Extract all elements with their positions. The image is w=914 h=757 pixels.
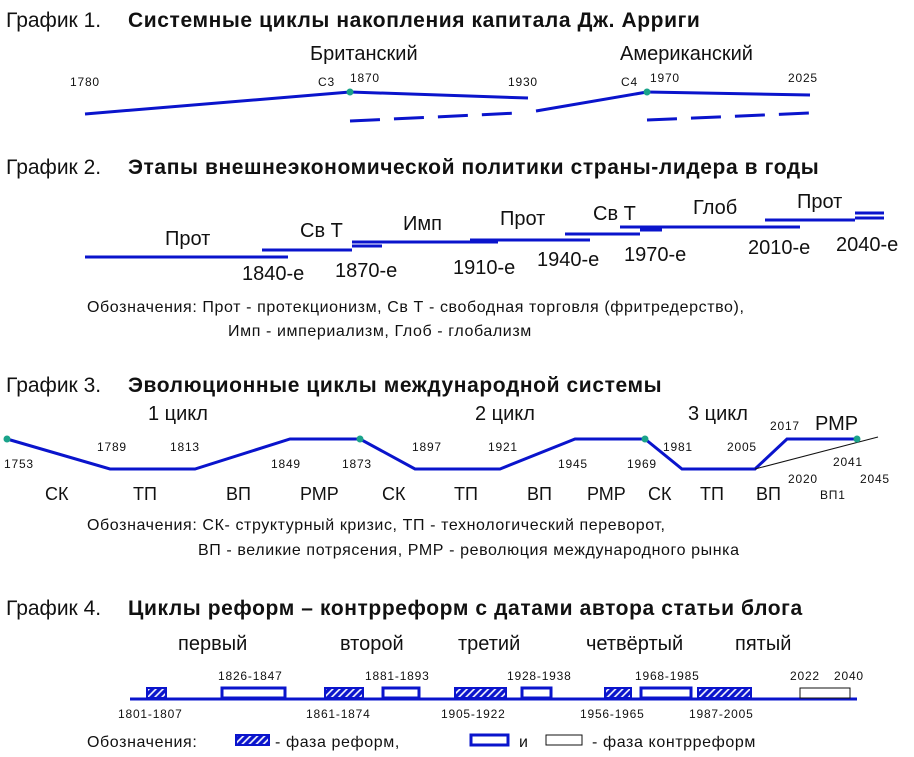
reform-phase-4 bbox=[605, 688, 631, 698]
node-1969 bbox=[642, 436, 649, 443]
node-c4 bbox=[644, 89, 651, 96]
legend-counter-swatch-future bbox=[546, 735, 582, 745]
counter-years-4: 1968-1985 bbox=[635, 669, 700, 683]
year-1873: 1873 bbox=[342, 457, 372, 471]
graph-3-title: Эволюционные циклы международной системы bbox=[128, 374, 663, 397]
phase-sk-1: СК bbox=[45, 484, 69, 504]
counter-phase-4 bbox=[641, 688, 691, 698]
label-british: Британский bbox=[310, 43, 418, 65]
graph-1 bbox=[6, 9, 818, 121]
phase-sk-3: СК bbox=[648, 484, 672, 504]
counter-years-1: 1826-1847 bbox=[218, 669, 283, 683]
graph-1-title: Системные циклы накопления капитала Дж. Арриги bbox=[128, 9, 701, 32]
graph-2-title: Этапы внешнеэкономической политики страны-лидера в годы bbox=[128, 156, 820, 179]
counter-phase-1 bbox=[222, 688, 285, 698]
legend-counter-swatch-blue bbox=[471, 735, 508, 745]
counter-years-2: 1881-1893 bbox=[365, 669, 430, 683]
year-1981: 1981 bbox=[663, 440, 693, 454]
year-1870-g1: 1870 bbox=[350, 71, 380, 85]
future-end-year: 2040 bbox=[834, 669, 864, 683]
phase-vp1: ВП1 bbox=[820, 488, 846, 502]
future-start-year: 2022 bbox=[790, 669, 820, 683]
label-american: Американский bbox=[620, 43, 753, 65]
american-decline-line bbox=[647, 92, 810, 95]
counter-phase-2 bbox=[383, 688, 419, 698]
counter-phase-3 bbox=[522, 688, 551, 698]
phase-vp-2: ВП bbox=[527, 484, 552, 504]
year-2025: 2025 bbox=[788, 71, 818, 85]
graph-2-legend-line-1: Обозначения: Прот - протекционизм, Св Т - свободная торговля (фритредерство), bbox=[87, 299, 745, 316]
british-dashed-line bbox=[350, 113, 518, 121]
stage-prot-2: Прот bbox=[500, 208, 546, 230]
label-c3: С3 bbox=[318, 75, 335, 89]
node-1873 bbox=[357, 436, 364, 443]
british-rise-line bbox=[85, 92, 350, 114]
reform-phase-2 bbox=[325, 688, 363, 698]
reform-years-4: 1956-1965 bbox=[580, 707, 645, 721]
graph-1-number: График 1. bbox=[6, 9, 102, 32]
cycle-1-label: 1 цикл bbox=[148, 403, 208, 425]
reform-years-2: 1861-1874 bbox=[306, 707, 371, 721]
graph-4-title: Циклы реформ – контрреформ с датами автора статьи блога bbox=[128, 597, 803, 620]
year-2040s: 2040-е bbox=[836, 234, 899, 256]
year-2010s: 2010-е bbox=[748, 237, 811, 259]
legend-and-text: и bbox=[519, 734, 529, 751]
year-1753: 1753 bbox=[4, 457, 34, 471]
graph-4-number: График 4. bbox=[6, 597, 102, 620]
year-1970s: 1970-е bbox=[624, 244, 687, 266]
year-2045: 2045 bbox=[860, 472, 890, 486]
year-1789: 1789 bbox=[97, 440, 127, 454]
year-2017: 2017 bbox=[770, 419, 800, 433]
year-1780: 1780 bbox=[70, 75, 100, 89]
year-1897: 1897 bbox=[412, 440, 442, 454]
cycle-first: первый bbox=[178, 633, 248, 655]
year-2041: 2041 bbox=[833, 455, 863, 469]
year-1945: 1945 bbox=[558, 457, 588, 471]
counter-years-3: 1928-1938 bbox=[507, 669, 572, 683]
graph-3-legend-line-1: Обозначения: СК- структурный кризис, ТП - технологический переворот, bbox=[87, 517, 666, 534]
year-1970-g1: 1970 bbox=[650, 71, 680, 85]
node-2041 bbox=[854, 436, 861, 443]
year-1930: 1930 bbox=[508, 75, 538, 89]
graph-3-legend-line-2: ВП - великие потрясения, РМР - революция международного рынка bbox=[198, 542, 740, 559]
cycle-third: третий bbox=[458, 633, 521, 655]
graph-4-legend-lead: Обозначения: bbox=[87, 734, 198, 751]
future-counter-phase bbox=[800, 688, 850, 698]
graph-2 bbox=[6, 156, 898, 340]
year-1840s: 1840-е bbox=[242, 263, 305, 285]
graph-2-legend-line-2: Имп - империализм, Глоб - глобализм bbox=[228, 323, 532, 340]
phase-rmp-1: РМР bbox=[300, 484, 339, 504]
stage-svt-1: Св Т bbox=[300, 220, 343, 242]
stage-svt-2: Св Т bbox=[593, 203, 636, 225]
node-1753 bbox=[4, 436, 11, 443]
year-1910s: 1910-е bbox=[453, 257, 516, 279]
phase-sk-2: СК bbox=[382, 484, 406, 504]
graph-2-number: График 2. bbox=[6, 156, 102, 179]
phase-tp-2: ТП bbox=[454, 484, 478, 504]
stage-imp: Имп bbox=[403, 213, 442, 235]
year-1921: 1921 bbox=[488, 440, 518, 454]
stage-prot-3: Прот bbox=[797, 191, 843, 213]
reform-years-1: 1801-1807 bbox=[118, 707, 183, 721]
phase-rmp-2: РМР bbox=[587, 484, 626, 504]
year-2005: 2005 bbox=[727, 440, 757, 454]
cycle-second: второй bbox=[340, 633, 404, 655]
year-2020: 2020 bbox=[788, 472, 818, 486]
reform-phase-1 bbox=[147, 688, 166, 698]
british-decline-line bbox=[350, 92, 528, 98]
american-dashed-line bbox=[647, 113, 810, 120]
reform-years-3: 1905-1922 bbox=[441, 707, 506, 721]
rmp-top-label: РМР bbox=[815, 413, 859, 435]
cycle-fifth: пятый bbox=[735, 633, 792, 655]
reform-years-5: 1987-2005 bbox=[689, 707, 754, 721]
phase-vp-3: ВП bbox=[756, 484, 781, 504]
graph-3-number: График 3. bbox=[6, 374, 102, 397]
stage-prot-1: Прот bbox=[165, 228, 211, 250]
cycle-2-label: 2 цикл bbox=[475, 403, 535, 425]
year-1870s: 1870-е bbox=[335, 260, 398, 282]
legend-reform-swatch bbox=[236, 735, 269, 745]
cycle-3-label: 3 цикл bbox=[688, 403, 748, 425]
cycle-fourth: четвёртый bbox=[586, 633, 684, 655]
reform-phase-3 bbox=[455, 688, 506, 698]
legend-reform-text: - фаза реформ, bbox=[275, 734, 400, 751]
year-1940s: 1940-е bbox=[537, 249, 600, 271]
phase-tp-3: ТП bbox=[700, 484, 724, 504]
label-c4: С4 bbox=[621, 75, 638, 89]
year-1849: 1849 bbox=[271, 457, 301, 471]
legend-counter-text: - фаза контрреформ bbox=[592, 734, 757, 751]
year-1969: 1969 bbox=[627, 457, 657, 471]
graph-4 bbox=[6, 597, 864, 751]
node-c3 bbox=[347, 89, 354, 96]
year-1813: 1813 bbox=[170, 440, 200, 454]
phase-vp-1: ВП bbox=[226, 484, 251, 504]
reform-phase-5 bbox=[698, 688, 751, 698]
american-rise-line bbox=[536, 92, 647, 111]
graph-3 bbox=[4, 374, 890, 559]
stage-glob: Глоб bbox=[693, 197, 738, 219]
phase-tp-1: ТП bbox=[133, 484, 157, 504]
